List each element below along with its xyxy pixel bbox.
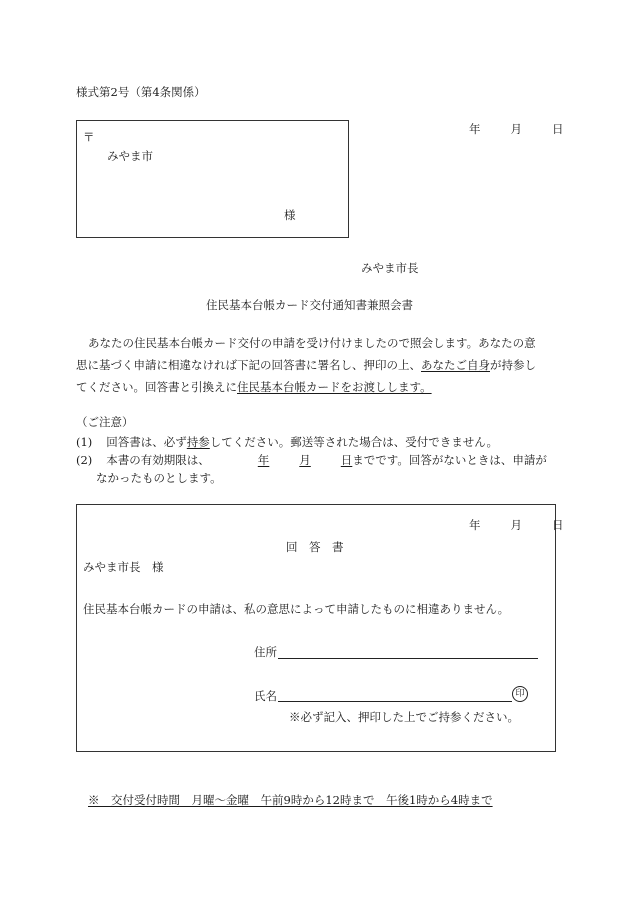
answer-addressee: みやま市長 様 [83, 560, 164, 574]
body-text: が持参し [490, 358, 536, 372]
date-day: 日 [552, 122, 564, 136]
note-2 [76, 452, 547, 468]
document-title: 住民基本台帳カード交付通知書兼照会書 [206, 298, 413, 312]
date-year: 年 [469, 122, 481, 136]
address-field-line[interactable] [278, 658, 538, 659]
address-box [76, 120, 349, 238]
sender: みやま市長 [361, 261, 419, 275]
body-emphasis-self: あなたご自身 [421, 358, 490, 372]
answer-title: 回 答 書 [286, 540, 344, 554]
expiry-year: 年 [257, 453, 270, 467]
body-text: てください。回答書と引換えに [76, 380, 237, 394]
expiry-day: 日 [340, 453, 353, 467]
postal-mark: 〒 [83, 130, 95, 144]
answer-date-day: 日 [552, 518, 564, 532]
note-text: までです。回答がないときは、申請が [352, 453, 547, 467]
expiry-month: 月 [299, 453, 311, 467]
body-line-1: あなたの住民基本台帳カード交付の申請を受け付けましたので照会します。あなたの意 [88, 336, 536, 350]
body-line-2 [76, 357, 536, 373]
answer-form-box [76, 504, 564, 752]
answer-date-year: 年 [469, 518, 481, 532]
expiry-date-blank [210, 453, 353, 467]
note-2-number: (2) [76, 453, 93, 467]
body-emphasis-card: 住民基本台帳カードをお渡しします。 [237, 380, 432, 394]
answer-date [469, 517, 564, 533]
name-label: 氏名 [254, 689, 277, 703]
body-text: 思に基づく申請に相違なければ下記の回答書に署名し、押印の上、 [76, 358, 421, 372]
note-1-emphasis: 持参 [186, 435, 210, 449]
note-1-number: (1) [76, 435, 93, 449]
date-month: 月 [510, 122, 522, 136]
answer-statement: 住民基本台帳カードの申請は、私の意思によって申請したものに相違ありません。 [83, 602, 510, 616]
answer-instruction: ※必ず記入、押印した上でご持参ください。 [289, 710, 519, 724]
name-field-line[interactable] [278, 701, 512, 702]
address-honorific: 様 [284, 208, 296, 222]
address-label: 住所 [254, 645, 277, 659]
seal-mark-icon: 印 [512, 686, 528, 702]
answer-date-month: 月 [510, 518, 522, 532]
form-number: 様式第2号（第4条関係） [76, 85, 206, 99]
reception-hours: ※ 交付受付時間 月曜～金曜 午前9時から12時まで 午後1時から4時まで [88, 793, 493, 807]
address-city: みやま市 [107, 149, 153, 163]
note-text: 回答書は、必ず [106, 435, 187, 449]
body-line-3 [76, 379, 432, 395]
note-2-continuation: なかったものとします。 [96, 471, 222, 485]
date-top [469, 121, 564, 137]
notes-heading: （ご注意） [76, 415, 134, 429]
note-text: 本書の有効期限は、 [106, 453, 210, 467]
note-1 [76, 434, 498, 450]
note-text: してください。郵送等された場合は、受付できません。 [209, 435, 498, 449]
